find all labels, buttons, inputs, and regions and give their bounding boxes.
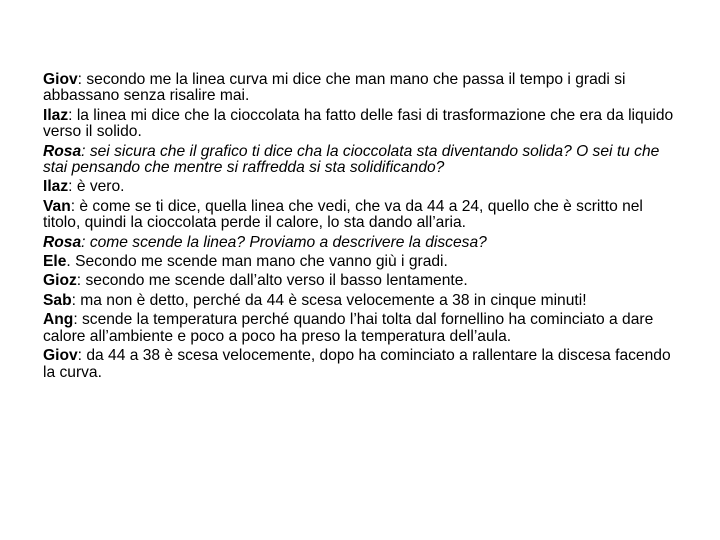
dialogue-turn [43,108,679,141]
turn-text: la linea mi dice che la cioccolata ha fatto delle fasi di trasformazione che era da liquido verso il solido. [43,106,674,141]
speaker-name: Gioz [43,272,77,290]
speaker-name: Sab [43,291,72,309]
turn-text: secondo me scende dall’alto verso il basso lentamente. [81,272,468,290]
speaker-separator: : [76,272,82,290]
dialogue-turn [43,273,679,289]
speaker-name: Rosa [43,233,82,251]
turn-text: secondo me la linea curva mi dice che man mano che passa il tempo i gradi si abbassano senza risalire mai. [43,71,626,105]
dialogue-turn [43,348,679,381]
dialogue-turn [43,199,679,232]
speaker-separator: : [77,347,83,365]
dialogue-turn [43,293,679,309]
speaker-separator: : [73,311,78,329]
dialogue-turn [43,312,679,345]
speaker-name: Rosa [43,142,82,160]
speaker-separator: : [77,71,83,88]
dialogue-turn [43,144,679,177]
dialogue-turn [43,72,679,105]
speaker-name: Ang [43,311,74,329]
turn-text: scende la temperatura perché quando l’hai tolta dal fornellino ha cominciato a dare calore all’ambiente e poco a poco ha preso la temperatura dell’aula. [43,311,654,345]
speaker-separator: : [68,178,73,196]
turn-text: sei sicura che il grafico ti dice cha la cioccolata sta diventando solida? O sei tu che stai pensando che mentre si raffredda si sta solidificando? [43,142,660,177]
speaker-name: Ele [43,253,67,271]
speaker-separator: : [70,197,76,215]
speaker-name: Ilaz [43,106,69,124]
turn-text: ma non è detto, perché da 44 è scesa velocemente a 38 in cinque minuti! [75,291,587,309]
dialogue-turn [43,235,679,251]
speaker-name: Giov [43,71,78,88]
speaker-separator: : [81,142,86,160]
dialogue-transcript [43,72,679,384]
turn-text: è come se ti dice, quella linea che vedi, che va da 44 a 24, quello che è scritto nel titolo, quindi la cioccolata perde il calore, lo sta dando all’aria. [43,197,643,232]
dialogue-turn [43,179,679,195]
turn-text: da 44 a 38 è scesa velocemente, dopo ha cominciato a rallentare la discesa facendo la curva. [43,347,671,381]
speaker-name: Ilaz [43,178,69,196]
dialogue-turn [43,254,679,270]
speaker-separator: : [81,233,86,251]
speaker-separator: : [68,106,73,124]
speaker-separator: : [71,291,76,309]
turn-text: come scende la linea? Proviamo a descrivere la discesa? [85,233,487,251]
turn-text: è vero. [72,178,125,196]
speaker-name: Van [43,197,71,215]
turn-text: Secondo me scende man mano che vanno giù i gradi. [70,253,448,271]
speaker-name: Giov [43,347,78,365]
speaker-separator: . [66,253,71,271]
